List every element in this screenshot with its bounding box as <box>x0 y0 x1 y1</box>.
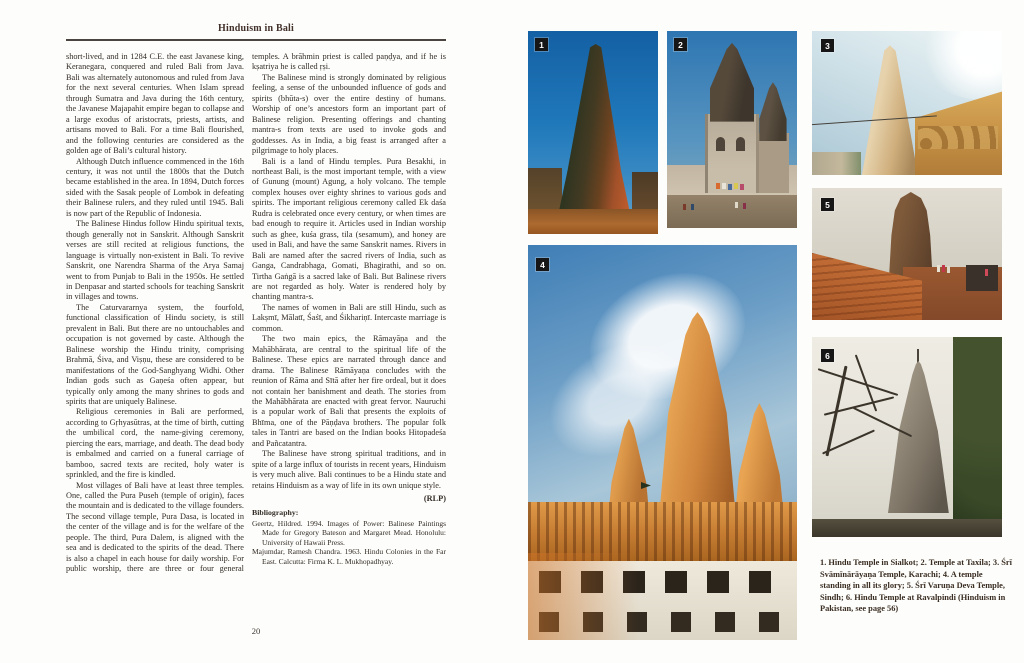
paragraph: temples. A brāhmin priest is called paṇḍya, and if he is kṣatriya he is called ṛṣi. <box>252 52 446 72</box>
ground <box>528 209 658 234</box>
photo-temple-taxila <box>667 31 797 228</box>
clothesline <box>716 183 720 189</box>
paragraph: The names of women in Bali are still Hindu, such as Lakṣmī, Mālatī, Śaśī, and Śikhariṇī. Intercaste marriage is common. <box>252 302 446 333</box>
paragraph: Bali is a land of Hindu temples. Pura Besakhi, in northeast Bali, is the most important temple, with a view of Gunung (mount) Agung, a holy volcano. The temple complex houses over eighty shrines to various gods and spirits. The important religious ceremony called Ek daśa Rudra is celebrated once every century, or when times are bad enough to require it. Articles used in Indian worship such as ghee, kuśa grass, tila (sesamum), and honey are used in Bali, and have the same Sanskrit names. Rivers in Bali are named after the sacred rivers of India, such as Ganga, Candrabhaga, Gomati, Bhagirathi, and so on. Tirtha Gaṅgā is a sacred lake of Bali. But Balinese rivers are not regarded as holy. Water is rendered holy by chanting mantra-s. <box>252 156 446 302</box>
photo-number-badge: 6 <box>821 349 834 362</box>
photo-number-badge: 1 <box>535 38 548 51</box>
bibliography-entry: Geertz, Hildred. 1994. Images of Power: Balinese Paintings Made for Gregory Bateson and Margaret Mead. Honolulu: University of Hawaii Press. <box>252 518 446 547</box>
ruin-wall <box>632 172 658 210</box>
photo-svaminarayana-temple-karachi <box>812 31 1002 175</box>
author-initials: (RLP) <box>423 494 446 504</box>
paragraph: Religious ceremonies in Bali are performed, according to Gṛhyasūtras, at the time of birth, cutting the umbilical cord, the name-giving ceremony, piercing the ears, marriage, and death. The dead body is embalmed and carried on a funeral carriage of bamboo, sacred texts are recited, holy water is sprinkled, and the fire is kindled. <box>66 407 244 480</box>
people-figures <box>683 204 686 210</box>
spire-finial <box>917 349 919 363</box>
temple-body <box>757 133 790 192</box>
paragraph: The Caturvararnya system, the fourfold, functional classification of Hindu society, is still prevalent in Bali. But there are no untouchables and occupation is not governed by caste. Although the Balinese worship the Hindu trinity, comprising Brahmā, Śiva, and Viṣṇu, these are considered to be manifestations of the God-Sanghyang Widhi. Other Indian gods such as Gaṇeśa often appear, but typically only among the many shrines to gods and spirits that are uniquely Balinese. <box>66 302 244 406</box>
arch-niche <box>716 137 725 151</box>
paragraph: Most villages of Bali have at least three temples. One, called the Pura Puseh (temple of origin), faces the mountain and is dedicated to the village founders. The second village temple, Pura Dasa, is located in the center of the village and is for the welfare of the people. The third, Pura Dalem, is aligned with the sea and is dedicated to the spirits of the dead. There is also a chapel in each house for daily worship. For public worship, there are three or four general <box>66 480 244 574</box>
arch-row <box>918 126 998 149</box>
arch-niche <box>736 137 745 151</box>
temple-body <box>705 114 760 193</box>
paragraph: short-lived, and in 1284 C.E. the east Javanese king, Keranegara, conquered and ruled Bali from Java. Bali was alternately autonomous and ruled from Java for the next several centuries. When Islam spread through Sumatra and Java during the 16th century, the Javanese Majapahit empire began to collapse and a large exodus of aristocrats, priests, artists, and artisans moved to Bali. For a time Bali flourished, and the following centuries are considered as the golden age of Bali’s cultural history. <box>66 52 244 156</box>
shack <box>966 265 998 291</box>
people-figures <box>937 265 940 272</box>
paragraph: The two main epics, the Rāmayāṇa and the Mahābhārata, are central to the spiritual life of the Balinese. These epics are narrated through dance and drama. The Balinese Rāmāyaṇa concludes with the reunion of Rāma and Sītā after her fire ordeal, but it does not contain her banishment and death. The stories from the Mahābhārata are enacted with great fervor. Nauruchi is a popular work of Bali that presents the exploits of Bhīma, one of the Pāṇḍava brothers. The popular folk tales in Tantri are based on the Indian books Hitopadeśa and Pañcatantra. <box>252 334 446 448</box>
photo-varuna-deva-temple-sindh <box>812 188 1002 320</box>
tree-foliage <box>953 337 1002 537</box>
paragraph: The Balinese Hindus follow Hindu spiritual texts, though generally not in Sanskrit. Although Sanskrit verses are still recited at religious functions, the language is virtually non-existent in Bali. To revive Sanskrit, one Narendra Sharma of the Arya Samaj went to from Punjab to Bali in the 1950s. He settled in Denpasar and started schools for teaching Sanskrit in villages and towns. <box>66 219 244 302</box>
photo-hindu-temple-ravalpindi <box>812 337 1002 537</box>
ruin-wall <box>528 168 562 212</box>
photo-temple-in-glory <box>528 245 797 640</box>
photo-number-badge: 5 <box>821 198 834 211</box>
photo-caption: 1. Hindu Temple in Sialkot; 2. Temple at Taxila; 3. Śrī Svāmīnārāyaṇa Temple, Karachi; 4. A temple standing in all its glory; 5. Śrī Varuṇa Deva Temple, Sindh; 6. Hindu Temple at Ravalpindi (Hinduism in Pakistan, see page 56) <box>820 558 1012 614</box>
photo-number-badge: 2 <box>674 38 687 51</box>
bibliography-entry: Majumdar, Ramesh Chandra. 1963. Hindu Colonies in the Far East. Calcutta: Firma K. L. Mukhopadhyay. <box>252 547 446 566</box>
ground <box>812 519 1002 537</box>
paragraph: The Balinese have strong spiritual traditions, and in spite of a large influx of tourists in recent years, Hinduism is very much alive. Bali continues to be a Hindu state and retains Hinduism as a way of life in its own unique style. <box>252 449 446 490</box>
wall <box>812 152 861 175</box>
page-number: 20 <box>251 626 261 636</box>
ornate-facade <box>528 502 797 561</box>
photo-hindu-temple-sialkot <box>528 31 658 234</box>
text-column-left <box>66 52 244 575</box>
photo-number-badge: 3 <box>821 39 834 52</box>
sunset-glow <box>528 553 676 640</box>
paragraph: The Balinese mind is strongly dominated by religious feeling, a sense of the unbounded influence of gods and spirits (bhūta-s) over the entire destiny of humans. Worship of one’s ancestors form an important part of Balinese religion. Presenting offerings and chanting mantra-s from texts are used to invoke gods and goddesses. As in India, a big feast is arranged after a pilgrimage to holy places. <box>252 72 446 156</box>
ground <box>667 195 797 228</box>
photo-number-badge: 4 <box>536 258 549 271</box>
page-title: Hinduism in Bali <box>217 23 294 34</box>
paragraph: Although Dutch influence commenced in the 16th century, it was not until the 1800s that the Dutch became established in the area. In 1894, Dutch forces sided with the Sasak people of Lombok in defeating their Balinese rulers, and they ruled until 1945. Bali is now part of the Republic of Indonesia. <box>66 156 244 218</box>
header-rule <box>66 39 446 41</box>
bibliography-heading: Bibliography: <box>252 508 299 518</box>
text-column-right <box>252 52 446 566</box>
